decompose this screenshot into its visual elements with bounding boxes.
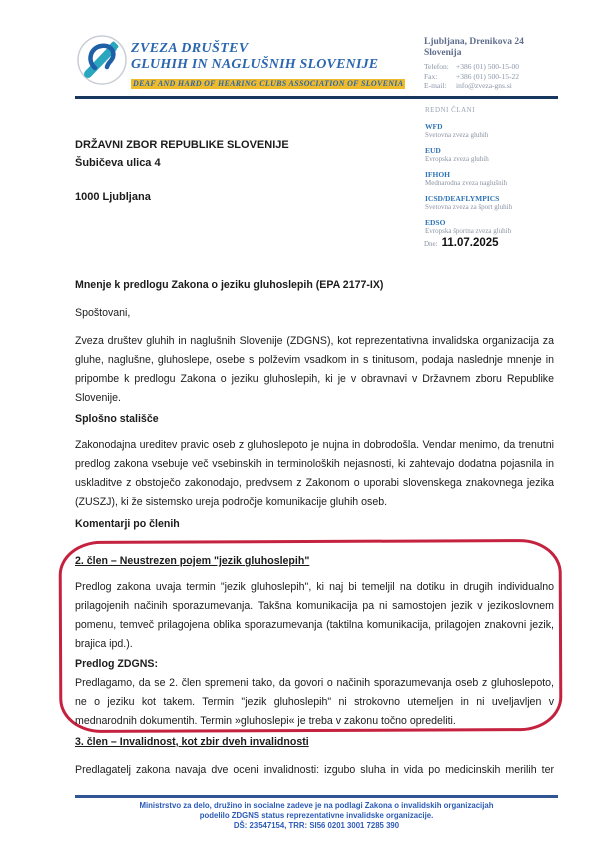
contact-phone: [424, 62, 594, 72]
article3-paragraph: Predlagatelj zakona navaja dve oceni invalidnosti: izgubo sluha in vida po medicinskih merilih ter: [75, 764, 554, 776]
general-position-heading: Splošno stališče: [75, 413, 159, 425]
footer-line2: podelilo ZDGNS status reprezentativne invalidske organizacije.: [199, 811, 434, 820]
member-acronym: ICSD/DEAFLYMPICS: [425, 194, 500, 203]
member-name: Mednarodna zveza naglušnih: [425, 179, 508, 187]
organization-name: [131, 41, 405, 91]
members-title: REDNI ČLANI: [425, 106, 476, 114]
intro-paragraph: Zveza društev gluhih in naglušnih Slovenije (ZDGNS), kot reprezentativna invalidska organizacija za gluhe, naglušne, gluhoslepe, osebe s polževim vsadkom in s tinitusom, podaja naslednje mnenje in pripombe k predlogu Zakona o jeziku gluhoslepih, ki je v obravnavi v Državnem zboru Republike Slovenije.: [75, 335, 554, 404]
list-item: [425, 122, 593, 140]
contact-address-country: Slovenija: [424, 48, 462, 58]
recipient-city: 1000 Ljubljana: [75, 191, 151, 203]
member-name: Svetovna zveza za šport gluhih: [425, 203, 513, 211]
fax-value: +386 (01) 500-15-22: [456, 71, 519, 81]
general-position-paragraph: Zakonodajna ureditev pravic oseb z gluhoslepoto je nujna in dobrodošla. Vendar menimo, da trenutni predlog zakona vsebuje več vsebinskih in terminoloških nejasnosti, ki zahtevajo dodatna pojasnila in uskladitve z obstoječo zakonodajo, predvsem z Zakonom o uporabi slovenskega znakovnega jezika (ZUSZJ), ki že sistemsko ureja področje komunikacije gluhih oseb.: [75, 439, 554, 508]
member-name: Evropska športna zveza gluhih: [425, 227, 512, 235]
contact-fax: [424, 72, 594, 82]
list-item: [425, 170, 593, 188]
member-acronym: EDSO: [425, 218, 446, 227]
article2-paragraph: Predlog zakona uvaja termin "jezik gluhoslepih", ki naj bi temeljil na dotiku in drugih individualno prilagojenih načinih sporazumevanja. Takšna komunikacija pa ni samostojen jezik v jezikoslovnem pomenu, temveč prilagojena oblika sporazumevanja (taktilna komunikacija, prilagojen znakovni jezik, brajica ipd.).: [75, 581, 554, 650]
member-acronym: EUD: [425, 146, 441, 155]
email-label: E-mail:: [424, 81, 447, 90]
date-label: Dne:: [424, 240, 438, 248]
zdgns-logo: [76, 34, 128, 86]
org-name-line1: ZVEZA DRUŠTEV: [131, 41, 249, 56]
contact-email: [424, 81, 594, 91]
ear-deafness-icon: [76, 34, 128, 86]
proposal-heading: Predlog ZDGNS:: [75, 658, 158, 670]
phone-label: Telefon:: [424, 62, 449, 71]
footer-line1: Ministrstvo za delo, družino in socialne zadeve je na podlagi Zakona o invalidskih organizacijah: [139, 801, 494, 810]
article3-heading: 3. člen – Invalidnost, kot zbir dveh invalidnosti: [75, 736, 309, 748]
date-value: 11.07.2025: [441, 237, 499, 249]
fax-label: Fax:: [424, 71, 438, 81]
members-sidebar: [425, 106, 593, 242]
email-value: info@zveza-gns.si: [456, 81, 512, 90]
recipient-name: DRŽAVNI ZBOR REPUBLIKE SLOVENIJE: [75, 139, 289, 151]
greeting: Spoštovani,: [75, 307, 131, 319]
proposal-paragraph: Predlagamo, da se 2. člen spremeni tako, da govori o načinih sporazumevanja oseb z gluhoslepoto, ne o jeziku kot takem. Termin "jezik gluhoslepih" ni strokovno utemeljen in ni uveljavljen v mednarodnih dokumentih. Termin »gluhoslepi« je treba v zakonu točno opredeliti.: [75, 677, 554, 727]
contact-block: [424, 37, 594, 91]
recipient-address: [75, 136, 289, 206]
subject-line: Mnenje k predlogu Zakona o jeziku gluhoslepih (EPA 2177-IX): [75, 279, 384, 291]
footer-divider: [75, 795, 558, 798]
comments-heading: Komentarji po členih: [75, 518, 180, 530]
date-line: [424, 233, 499, 251]
footer-line3: DŠ: 23547154, TRR: SI56 0201 3001 7285 390: [233, 821, 400, 830]
org-name-english: DEAF AND HARD OF HEARING CLUBS ASSOCIATION OF SLOVENIA: [133, 79, 404, 88]
article2-heading: 2. člen – Neustrezen pojem "jezik gluhoslepih": [75, 555, 310, 567]
member-name: Evropska zveza gluhih: [425, 155, 489, 163]
list-item: [425, 146, 593, 164]
recipient-street: Šubičeva ulica 4: [75, 157, 161, 169]
member-acronym: IFHOH: [425, 170, 451, 179]
org-name-line2: GLUHIH IN NAGLUŠNIH SLOVENIJE: [131, 57, 379, 72]
phone-value: +386 (01) 500-15-00: [456, 62, 519, 71]
member-name: Svetovna zveza gluhih: [425, 131, 489, 139]
contact-address-street: Ljubljana, Drenikova 24: [424, 37, 524, 47]
member-acronym: WFD: [425, 122, 443, 131]
list-item: [425, 194, 593, 212]
header-divider: [75, 96, 558, 99]
footer-text: [75, 801, 558, 831]
